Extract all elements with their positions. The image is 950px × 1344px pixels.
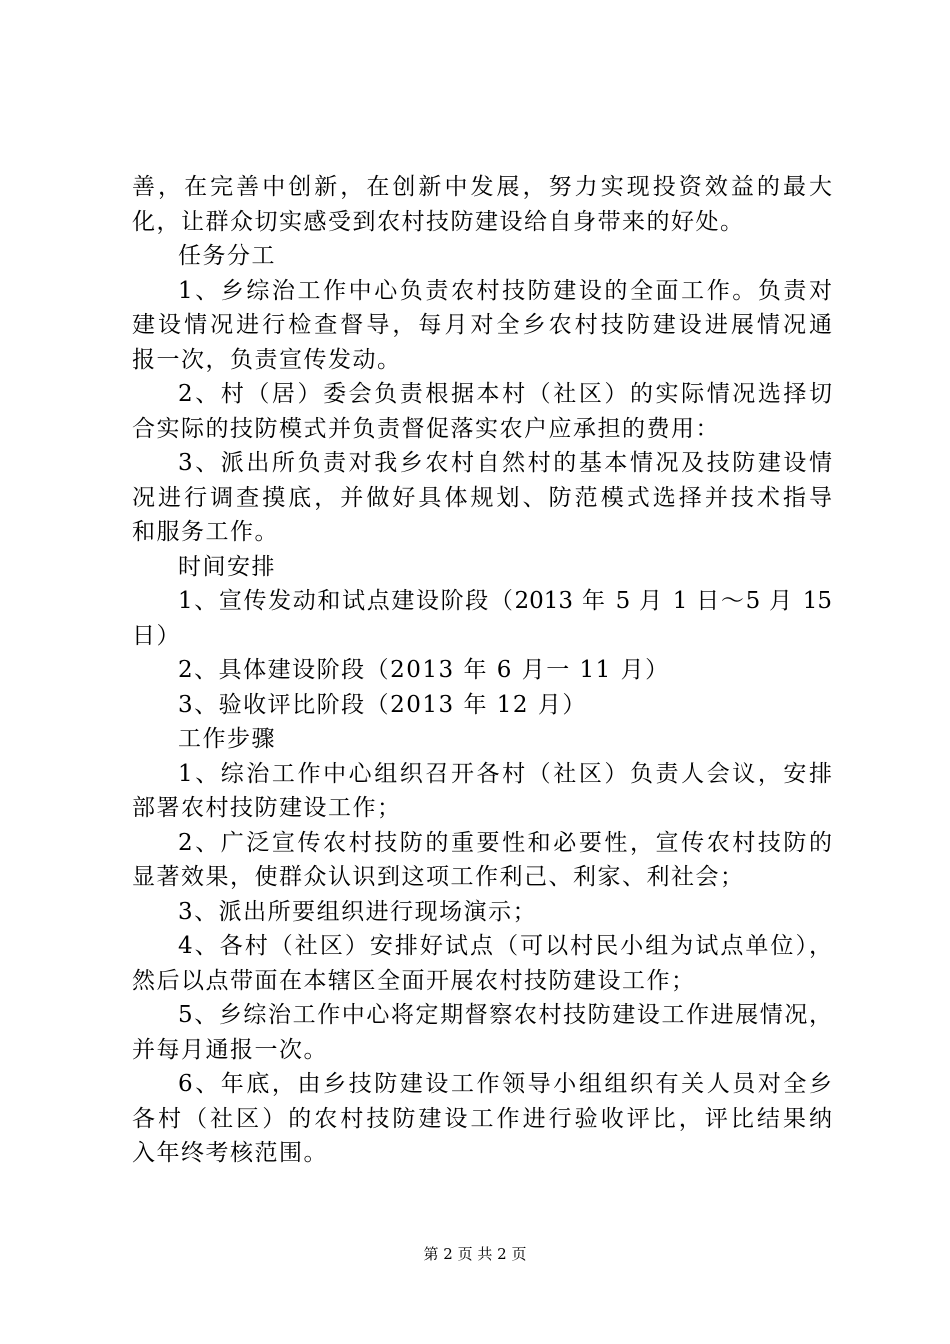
paragraph-line: 合实际的技防模式并负责督促落实农户应承担的费用： [132, 415, 720, 442]
paragraph-line: 2、广泛宣传农村技防的重要性和必要性，宣传农村技防的 [178, 829, 832, 856]
paragraph-line: 1、综治工作中心组织召开各村（社区）负责人会议，安排 [178, 760, 832, 787]
paragraph-line: 5、乡综治工作中心将定期督察农村技防建设工作进展情况， [178, 1002, 832, 1028]
paragraph-line: 4、各村（社区）安排好试点（可以村民小组为试点单位）， [178, 933, 832, 959]
paragraph-line: 1、宣传发动和试点建设阶段（2013 年 5 月 1 日～5 月 15 [178, 588, 832, 614]
paragraph-line: 并每月通报一次。 [132, 1036, 328, 1063]
paragraph-line: 3、派出所要组织进行现场演示； [178, 898, 538, 925]
section-heading: 任务分工 [178, 243, 276, 269]
paragraph-line: 化，让群众切实感受到农村技防建设给自身带来的好处。 [132, 208, 745, 235]
paragraph-line: 显著效果，使群众认识到这项工作利己、利家、利社会； [132, 864, 745, 890]
paragraph-line: 部署农村技防建设工作； [132, 795, 402, 821]
paragraph-line: 日） [132, 622, 181, 649]
paragraph-line: 2、具体建设阶段（2013 年 6 月一 11 月） [178, 657, 670, 683]
paragraph-line: 3、派出所负责对我乡农村自然村的基本情况及技防建设情 [178, 450, 832, 476]
paragraph-line: 建设情况进行检查督导，每月对全乡农村技防建设进展情况通 [132, 312, 832, 338]
paragraph-line: 况进行调查摸底，并做好具体规划、防范模式选择并技术指导 [132, 484, 832, 511]
paragraph-line: 善，在完善中创新，在创新中发展，努力实现投资效益的最大 [132, 174, 832, 200]
page-footer: 第 2 页 共 2 页 [423, 1245, 527, 1263]
paragraph-line: 1、乡综治工作中心负责农村技防建设的全面工作。负责对 [178, 277, 832, 304]
document-body [132, 170, 832, 1171]
paragraph-line: 各村（社区）的农村技防建设工作进行验收评比，评比结果纳 [132, 1105, 832, 1132]
paragraph-line: 2、村（居）委会负责根据本村（社区）的实际情况选择切 [178, 381, 832, 407]
paragraph-line: 报一次，负责宣传发动。 [132, 346, 402, 373]
section-heading: 时间安排 [178, 553, 276, 580]
paragraph-line: 6、年底，由乡技防建设工作领导小组组织有关人员对全乡 [178, 1071, 832, 1097]
paragraph-line: 和服务工作。 [132, 519, 279, 545]
section-heading: 工作步骤 [178, 726, 276, 752]
paragraph-line: 入年终考核范围。 [132, 1140, 328, 1166]
paragraph-line: 然后以点带面在本辖区全面开展农村技防建设工作； [132, 967, 696, 994]
paragraph-line: 3、验收评比阶段（2013 年 12 月） [178, 691, 587, 718]
